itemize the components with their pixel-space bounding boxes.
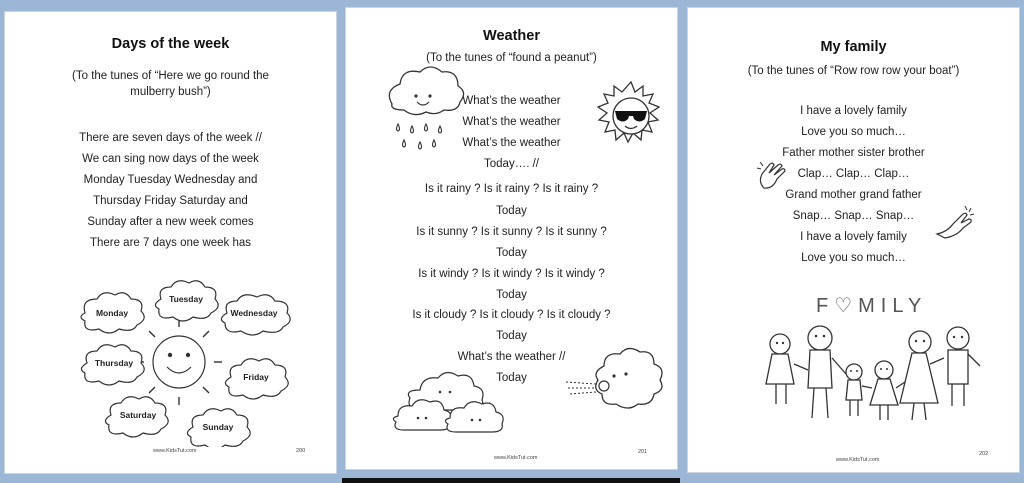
rain-cloud-icon	[384, 66, 466, 158]
family-caption: F♡MILY	[816, 295, 928, 317]
lyric-line: Sunday after a new week comes	[87, 216, 254, 228]
sun-sunglasses-icon	[596, 80, 666, 150]
cloud-label: Sunday	[202, 422, 234, 432]
lyric-line: Today	[496, 247, 527, 259]
page-number: 200	[296, 448, 306, 454]
lyric-line: Father mother sister brother	[782, 147, 925, 159]
lyric-line: Love you so much…	[801, 252, 906, 264]
footer-url: www.KidsTut.com	[836, 457, 880, 463]
page-my-family	[688, 8, 1019, 472]
days-illustration	[5, 267, 336, 447]
lyric-line: What’s the weather	[462, 116, 561, 128]
lyric-line: Thursday Friday Saturday and	[93, 195, 248, 207]
divider-bar	[342, 478, 680, 483]
snap-hand-icon	[935, 204, 977, 240]
wind-cloud-icon	[564, 346, 664, 422]
lyric-line: Today	[496, 289, 527, 301]
page-subtitle: (To the tunes of “found a peanut”)	[426, 52, 597, 64]
cloud-label: Thursday	[94, 358, 134, 368]
page-subtitle: (To the tunes of “Row row row your boat”)	[747, 65, 960, 77]
lyric-line: Is it windy ? Is it windy ? Is it windy ?	[418, 268, 605, 280]
lyric-line: There are seven days of the week //	[79, 132, 262, 144]
lyric-line: We can sing now days of the week	[82, 153, 259, 165]
footer-url: www.KidsTut.com	[494, 455, 538, 461]
lyric-line: Love you so much…	[801, 126, 906, 138]
page-subtitle: (To the tunes of “Here we go round the mulberry bush”)	[72, 70, 269, 98]
lyric-line: There are 7 days one week has	[89, 237, 252, 249]
cloud-label: Wednesday	[230, 308, 278, 318]
family-drawing	[758, 288, 988, 428]
page-days-of-week	[5, 12, 336, 473]
page-title: Days of the week	[111, 36, 230, 52]
page-weather	[346, 8, 677, 469]
cloud-label: Friday	[243, 372, 269, 382]
lyric-line: Clap… Clap… Clap…	[797, 168, 910, 180]
page-title: Weather	[483, 28, 540, 44]
cloud-label: Tuesday	[169, 294, 203, 304]
lyric-line: Is it rainy ? Is it rainy ? Is it rainy ?	[424, 183, 599, 195]
page-title: My family	[820, 39, 887, 55]
cloud-label: Monday	[95, 308, 129, 318]
lyric-line: Grand mother grand father	[785, 189, 922, 201]
lyric-line: Snap… Snap… Snap…	[792, 210, 915, 222]
lyric-line: I have a lovely family	[800, 231, 907, 243]
page-number: 202	[979, 451, 989, 457]
lyric-line: Is it cloudy ? Is it cloudy ? Is it cloudy ?	[412, 309, 611, 321]
lyric-line: Is it sunny ? Is it sunny ? Is it sunny ?	[416, 226, 607, 238]
lyric-line: What’s the weather //	[457, 351, 566, 363]
lyric-line: Today	[496, 330, 527, 342]
lyric-line: Today	[496, 372, 527, 384]
clap-hands-icon	[756, 158, 790, 192]
lyric-line: Today	[496, 205, 527, 217]
lyric-line: Monday Tuesday Wednesday and	[83, 174, 258, 186]
lyric-line: I have a lovely family	[800, 105, 907, 117]
sun-icon	[136, 319, 222, 405]
lyric-line: What’s the weather	[462, 95, 561, 107]
lyric-line: What’s the weather	[462, 137, 561, 149]
lyric-line: Today…. //	[484, 158, 539, 170]
footer-url: www.KidsTut.com	[153, 448, 197, 454]
fluffy-clouds-icon	[390, 370, 506, 442]
cloud-label: Saturday	[119, 410, 157, 420]
page-number: 201	[638, 449, 648, 455]
